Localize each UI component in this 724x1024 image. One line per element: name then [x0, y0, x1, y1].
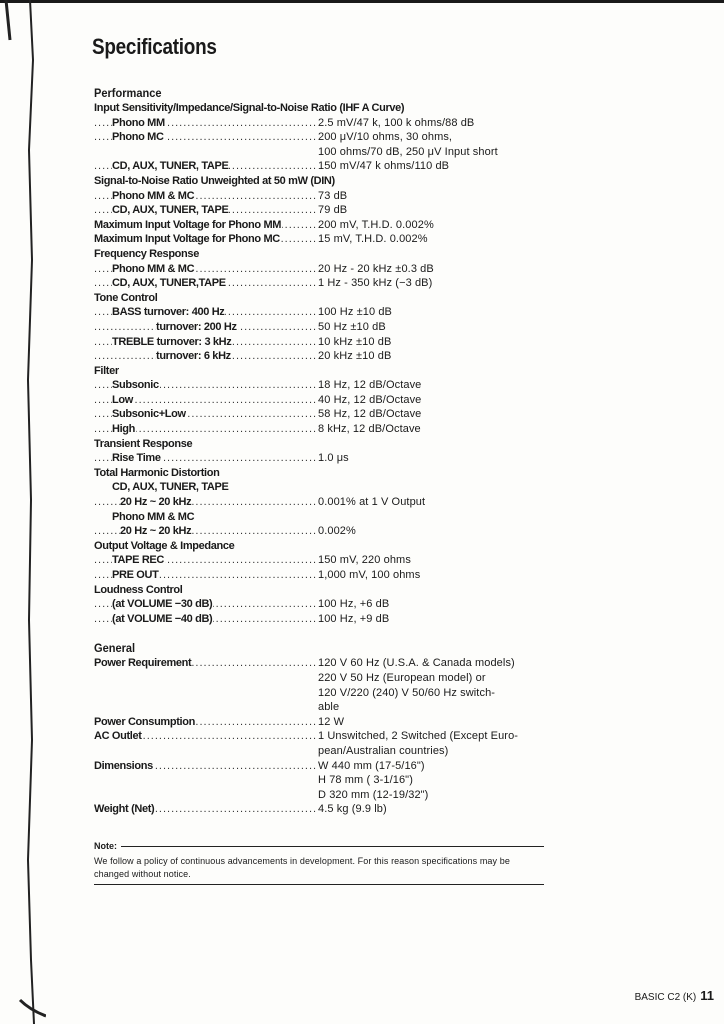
spec-row [94, 612, 534, 627]
spec-label-cell [94, 218, 318, 233]
spec-row [94, 788, 534, 803]
spec-value: W 440 mm (17-5/16") [318, 759, 425, 772]
specifications-list [94, 86, 534, 817]
spec-label [94, 774, 95, 786]
spec-value: 58 Hz, 12 dB/Octave [318, 408, 422, 421]
spec-label: Phono MM & MC [112, 510, 195, 523]
spec-label: Dimensions [94, 759, 153, 772]
spec-label-cell [94, 612, 318, 627]
spec-label: Low [112, 393, 133, 406]
spec-row [94, 700, 534, 715]
spec-label: Maximum Input Voltage for Phono MC [94, 233, 280, 246]
spec-value: 100 ohms/70 dB, 250 μV Input short [318, 145, 498, 158]
spec-value: 20 Hz - 20 kHz ±0.3 dB [318, 262, 434, 275]
footer-model: BASIC C2 (K) [634, 992, 697, 1003]
spec-label-cell [94, 437, 364, 452]
note-rule [121, 846, 544, 847]
spec-label [94, 701, 95, 713]
spec-row [94, 247, 534, 262]
spec-row [94, 203, 534, 218]
spec-label-cell [94, 305, 318, 320]
spec-value: 150 mV, 220 ohms [318, 554, 411, 567]
spec-row [94, 291, 534, 306]
spec-label: TAPE REC [112, 554, 165, 567]
spec-label-cell [94, 773, 318, 788]
spec-row [94, 262, 534, 277]
spec-label-cell [94, 349, 318, 364]
spec-label-cell [94, 159, 318, 174]
spec-row [94, 744, 534, 759]
top-border [0, 0, 724, 3]
spec-label: Subsonic+Low [112, 408, 186, 421]
spec-row [94, 349, 534, 364]
spec-row [94, 671, 534, 686]
spec-value: 1 Unswitched, 2 Switched (Except Euro- [318, 730, 519, 743]
spec-row [94, 145, 534, 160]
spec-row [94, 568, 534, 583]
spec-row [94, 232, 534, 247]
spec-label-cell [94, 335, 318, 350]
spec-row [94, 480, 534, 495]
spec-label [94, 687, 95, 699]
spec-row [94, 320, 534, 335]
spec-row [94, 583, 534, 598]
spec-label: Power Requirement [94, 657, 192, 670]
performance-heading: Performance [94, 86, 162, 100]
spec-label-cell [94, 524, 318, 539]
spec-row [94, 335, 534, 350]
spec-label: Output Voltage & Impedance [94, 539, 235, 552]
spec-value: 1,000 mV, 100 ohms [318, 569, 421, 581]
page-number: 11 [700, 988, 714, 1003]
spec-row [94, 802, 534, 817]
spec-value: 79 dB [318, 204, 348, 217]
general-rows [94, 656, 534, 817]
spec-row [94, 422, 534, 437]
performance-rows [94, 101, 534, 626]
spec-label [94, 745, 95, 757]
spec-label-cell [94, 744, 318, 759]
page-footer [635, 988, 714, 1003]
spec-row [94, 656, 534, 671]
spec-value: 200 mV, T.H.D. 0.002% [318, 218, 434, 231]
general-heading: General [94, 641, 136, 656]
spec-value: 40 Hz, 12 dB/Octave [318, 393, 422, 406]
spec-value: 1.0 μs [318, 452, 349, 465]
spec-label: Frequency Response [94, 247, 199, 260]
spec-row [94, 729, 534, 744]
spec-row [94, 539, 534, 554]
spec-row [94, 407, 534, 422]
spec-value: 120 V/220 (240) V 50/60 Hz switch- [318, 686, 496, 699]
spec-label [94, 672, 95, 684]
spec-value: 1 Hz - 350 kHz (−3 dB) [318, 277, 433, 290]
spec-label: Phono MM & MC [112, 189, 195, 202]
spec-row [94, 553, 534, 568]
spec-label-cell [94, 802, 318, 817]
binding-edge [0, 0, 46, 1024]
spec-value [385, 539, 534, 554]
spec-value: H 78 mm ( 3-1/16") [318, 774, 413, 787]
spec-value: 8 kHz, 12 dB/Octave [318, 423, 421, 436]
spec-value: 10 kHz ±10 dB [318, 335, 392, 348]
spec-row [94, 495, 534, 510]
spec-label-cell [94, 539, 385, 554]
spec-label: High [112, 423, 136, 436]
spec-row [94, 174, 534, 189]
spec-value: D 320 mm (12-19/32") [318, 788, 429, 801]
spec-label-cell [94, 759, 318, 774]
note-bottom-rule [94, 884, 544, 885]
spec-value [364, 437, 534, 452]
note-section [94, 840, 544, 885]
page-title: Specifications [92, 34, 217, 59]
spec-label: Phono MM [112, 116, 165, 129]
spec-label: Power Consumption [94, 715, 195, 728]
spec-label: Input Sensitivity/Impedance/Signal-to-Noise Ratio (IHF A Curve) [94, 102, 405, 114]
spec-label: Filter [94, 364, 119, 377]
spec-value: 100 Hz, +9 dB [318, 612, 390, 625]
spec-value: 18 Hz, 12 dB/Octave [318, 379, 422, 392]
spec-label: BASS turnover: 400 Hz [112, 306, 225, 319]
spec-value [435, 174, 534, 189]
spec-row [94, 437, 534, 452]
spec-label: Phono MM & MC [112, 262, 195, 275]
spec-label-cell [94, 145, 318, 160]
spec-label-cell [94, 364, 327, 379]
spec-label: Total Harmonic Distortion [94, 466, 220, 479]
spec-value: pean/Australian countries) [318, 744, 449, 757]
spec-label-cell [94, 715, 318, 730]
spec-label: AC Outlet [94, 730, 142, 743]
note-label: Note: [94, 841, 117, 851]
spec-label-cell [94, 407, 318, 422]
spec-label: turnover: 200 Hz [156, 320, 237, 333]
spec-label: Phono MC [112, 131, 164, 144]
spec-label-cell [94, 729, 318, 744]
spec-label-cell [94, 583, 359, 598]
spec-label: Subsonic [112, 379, 159, 392]
spec-label: CD, AUX, TUNER, TAPE [112, 204, 229, 217]
spec-value [359, 583, 534, 598]
spec-label: CD, AUX, TUNER,TAPE [112, 277, 226, 290]
spec-label-cell [94, 422, 318, 437]
spec-label-cell [94, 597, 318, 612]
spec-label-cell [94, 686, 318, 701]
spec-label: (at VOLUME −30 dB) [112, 598, 213, 611]
spec-value [377, 466, 534, 481]
spec-value [367, 247, 534, 262]
spec-row [94, 305, 534, 320]
spec-label-cell [94, 553, 318, 568]
spec-value: 100 Hz, +6 dB [318, 598, 390, 611]
spec-row [94, 159, 534, 174]
spec-label-cell [94, 466, 377, 481]
spec-value: 15 mV, T.H.D. 0.002% [318, 233, 428, 246]
spec-value: 73 dB [318, 189, 348, 202]
spec-value: 120 V 60 Hz (U.S.A. & Canada models) [318, 657, 515, 670]
spec-label-cell [94, 788, 318, 803]
spec-label: Tone Control [94, 291, 158, 304]
spec-row [94, 466, 534, 481]
spec-value [365, 510, 534, 525]
spec-value: 12 W [318, 715, 345, 728]
spec-label-cell [94, 320, 318, 335]
spec-label-cell [94, 262, 318, 277]
spec-row [94, 189, 534, 204]
spec-value: 0.001% at 1 V Output [318, 496, 426, 509]
spec-label-cell [94, 189, 318, 204]
spec-label: Rise Time [112, 452, 161, 465]
spec-label: Transient Response [94, 437, 193, 450]
spec-row [94, 759, 534, 774]
spec-value: 4.5 kg (9.9 lb) [318, 803, 387, 816]
spec-label: CD, AUX, TUNER, TAPE [112, 481, 229, 494]
spec-label-cell [94, 247, 367, 262]
spec-value: 0.002% [318, 525, 356, 538]
spec-label [94, 789, 95, 801]
spec-value: 200 μV/10 ohms, 30 ohms, [318, 131, 453, 144]
spec-row [94, 116, 534, 131]
spec-label-cell [94, 203, 318, 218]
spec-label: 20 Hz ~ 20 kHz [120, 525, 192, 538]
spec-label: TREBLE turnover: 3 kHz [112, 335, 232, 348]
spec-row [94, 276, 534, 291]
spec-label: (at VOLUME −40 dB) [112, 612, 213, 625]
spec-label [112, 146, 113, 158]
spec-label-cell [94, 700, 318, 715]
spec-label: CD, AUX, TUNER, TAPE [112, 160, 229, 173]
spec-value [346, 291, 534, 306]
spec-row [94, 101, 534, 116]
spec-label-cell [94, 510, 365, 525]
spec-label: Weight (Net) [94, 803, 155, 816]
spec-value: 100 Hz ±10 dB [318, 306, 392, 319]
spec-label-cell [94, 480, 382, 495]
spec-value: 50 Hz ±10 dB [318, 320, 386, 333]
spec-label: Loudness Control [94, 583, 183, 596]
spec-row [94, 451, 534, 466]
spec-label: PRE OUT [112, 569, 159, 581]
spec-row [94, 378, 534, 393]
spec-label-cell [94, 393, 318, 408]
spec-label-cell [94, 291, 346, 306]
spec-label-cell [94, 276, 318, 291]
spec-label: Signal-to-Noise Ratio Unweighted at 50 mW (DIN) [94, 174, 335, 187]
spec-value [382, 480, 534, 495]
spec-label-cell [94, 656, 318, 671]
spec-row [94, 393, 534, 408]
spec-value [470, 101, 534, 116]
spec-label-cell [94, 495, 318, 510]
spec-value: 150 mV/47 k ohms/110 dB [318, 160, 450, 173]
spec-label-cell [94, 116, 318, 131]
spec-label-cell [94, 174, 435, 189]
spec-row [94, 715, 534, 730]
spec-label-cell [94, 101, 470, 116]
spec-value: 20 kHz ±10 dB [318, 350, 392, 363]
spec-row [94, 364, 534, 379]
spec-label-cell [94, 378, 318, 393]
spec-label: Maximum Input Voltage for Phono MM [94, 218, 282, 231]
spec-label-cell [94, 671, 318, 686]
spec-label-cell [94, 451, 318, 466]
spec-label: turnover: 6 kHz [156, 350, 231, 363]
note-text: We follow a policy of continuous advancements in development. For this reason specifications may be changed without notice. [94, 856, 510, 879]
spec-value: able [318, 701, 340, 714]
spec-row [94, 130, 534, 145]
spec-row [94, 686, 534, 701]
spec-label-cell [94, 568, 318, 583]
spec-label: 20 Hz ~ 20 kHz [120, 496, 192, 509]
spec-row [94, 510, 534, 525]
spec-value: 220 V 50 Hz (European model) or [318, 671, 486, 684]
spec-row [94, 597, 534, 612]
spec-value: 2.5 mV/47 k, 100 k ohms/88 dB [318, 116, 475, 129]
spec-row [94, 524, 534, 539]
spec-row [94, 218, 534, 233]
spec-label-cell [94, 130, 318, 145]
spec-label-cell [94, 232, 318, 247]
spec-row [94, 773, 534, 788]
spec-value [327, 364, 534, 379]
